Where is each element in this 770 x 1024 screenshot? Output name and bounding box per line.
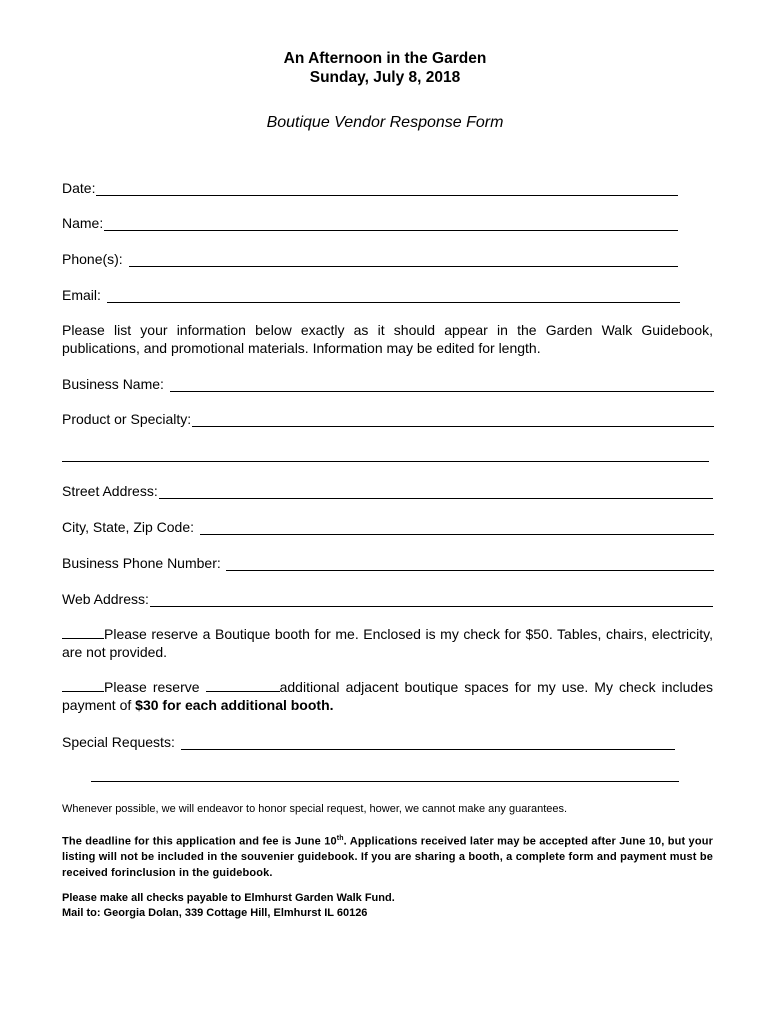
business-name-input-line[interactable] <box>170 377 714 392</box>
special-requests-input-line[interactable] <box>181 735 675 750</box>
web-field[interactable] <box>62 589 713 607</box>
payment-mail: Mail to: Georgia Dolan, 339 Cottage Hill, Elmhurst IL 60126 <box>62 907 368 919</box>
event-title: An Afternoon in the Garden <box>283 50 487 67</box>
business-name-label: Business Name: <box>62 376 164 392</box>
date-field[interactable] <box>62 178 678 196</box>
additional-price: $30 for each additional booth. <box>135 697 334 713</box>
street-label: Street Address: <box>62 483 158 499</box>
special-requests-label: Special Requests: <box>62 734 175 750</box>
web-label: Web Address: <box>62 591 149 607</box>
special-requests-field[interactable] <box>62 732 675 750</box>
city-label: City, State, Zip Code: <box>62 519 195 535</box>
date-input-line[interactable] <box>96 181 678 196</box>
event-date: Sunday, July 8, 2018 <box>309 69 461 86</box>
product-field[interactable] <box>62 409 714 427</box>
web-input-line[interactable] <box>150 592 713 607</box>
booth-option <box>62 625 713 661</box>
additional-booth-option <box>62 678 713 714</box>
booth-option-text: Please reserve a Boutique booth for me. Enclosed is my check for $50. Tables, chairs, electricity, are not provided. <box>62 626 713 660</box>
special-requests-continuation-line[interactable] <box>91 781 679 782</box>
additional-text-a: Please reserve <box>104 679 200 695</box>
name-field[interactable] <box>62 213 678 231</box>
city-field[interactable] <box>62 517 714 535</box>
street-input-line[interactable] <box>159 484 713 499</box>
date-label: Date: <box>62 180 96 196</box>
deadline-sup: th <box>336 835 344 842</box>
name-input-line[interactable] <box>104 216 678 231</box>
email-input-line[interactable] <box>107 288 680 303</box>
email-label: Email: <box>62 287 101 303</box>
street-field[interactable] <box>62 481 713 499</box>
payment-checks: Please make all checks payable to Elmhurst Garden Walk Fund. <box>62 892 395 904</box>
deadline-text-1: The deadline for this application and fee is June 10 <box>62 835 337 848</box>
product-continuation-line[interactable] <box>62 461 709 462</box>
additional-checkbox-line[interactable] <box>62 678 104 692</box>
product-input-line[interactable] <box>192 412 714 427</box>
phone-label: Phone(s): <box>62 251 123 267</box>
phone-field[interactable] <box>62 249 678 267</box>
email-field[interactable] <box>62 285 680 303</box>
deadline-text-2: . Applications received later may be accepted after June 10, but your listing will not be included in the souvenier guidebook. If you are sharing a booth, a complete form and payment must be received forinclusion in the guidebook. <box>62 835 713 879</box>
name-label: Name: <box>62 215 104 231</box>
business-name-field[interactable] <box>62 374 714 392</box>
business-phone-field[interactable] <box>62 553 714 571</box>
phone-input-line[interactable] <box>129 252 678 267</box>
business-phone-label: Business Phone Number: <box>62 555 221 571</box>
product-label: Product or Specialty: <box>62 411 192 427</box>
deadline-notice <box>62 831 713 881</box>
additional-text-b: additional adjacent boutique spaces for my use. My check includes payment of <box>62 679 713 713</box>
business-phone-input-line[interactable] <box>226 556 714 571</box>
instructions-text: Please list your information below exactly as it should appear in the Garden Walk Guidebook, publications, and promotional materials. Information may be edited for length. <box>62 322 713 356</box>
form-title: Boutique Vendor Response Form <box>266 114 504 131</box>
city-input-line[interactable] <box>200 520 714 535</box>
booth-checkbox-line[interactable] <box>62 625 104 639</box>
disclaimer-text: Whenever possible, we will endeavor to honor special request, hower, we cannot make any guarantees. <box>62 803 568 815</box>
additional-count-line[interactable] <box>206 678 280 692</box>
